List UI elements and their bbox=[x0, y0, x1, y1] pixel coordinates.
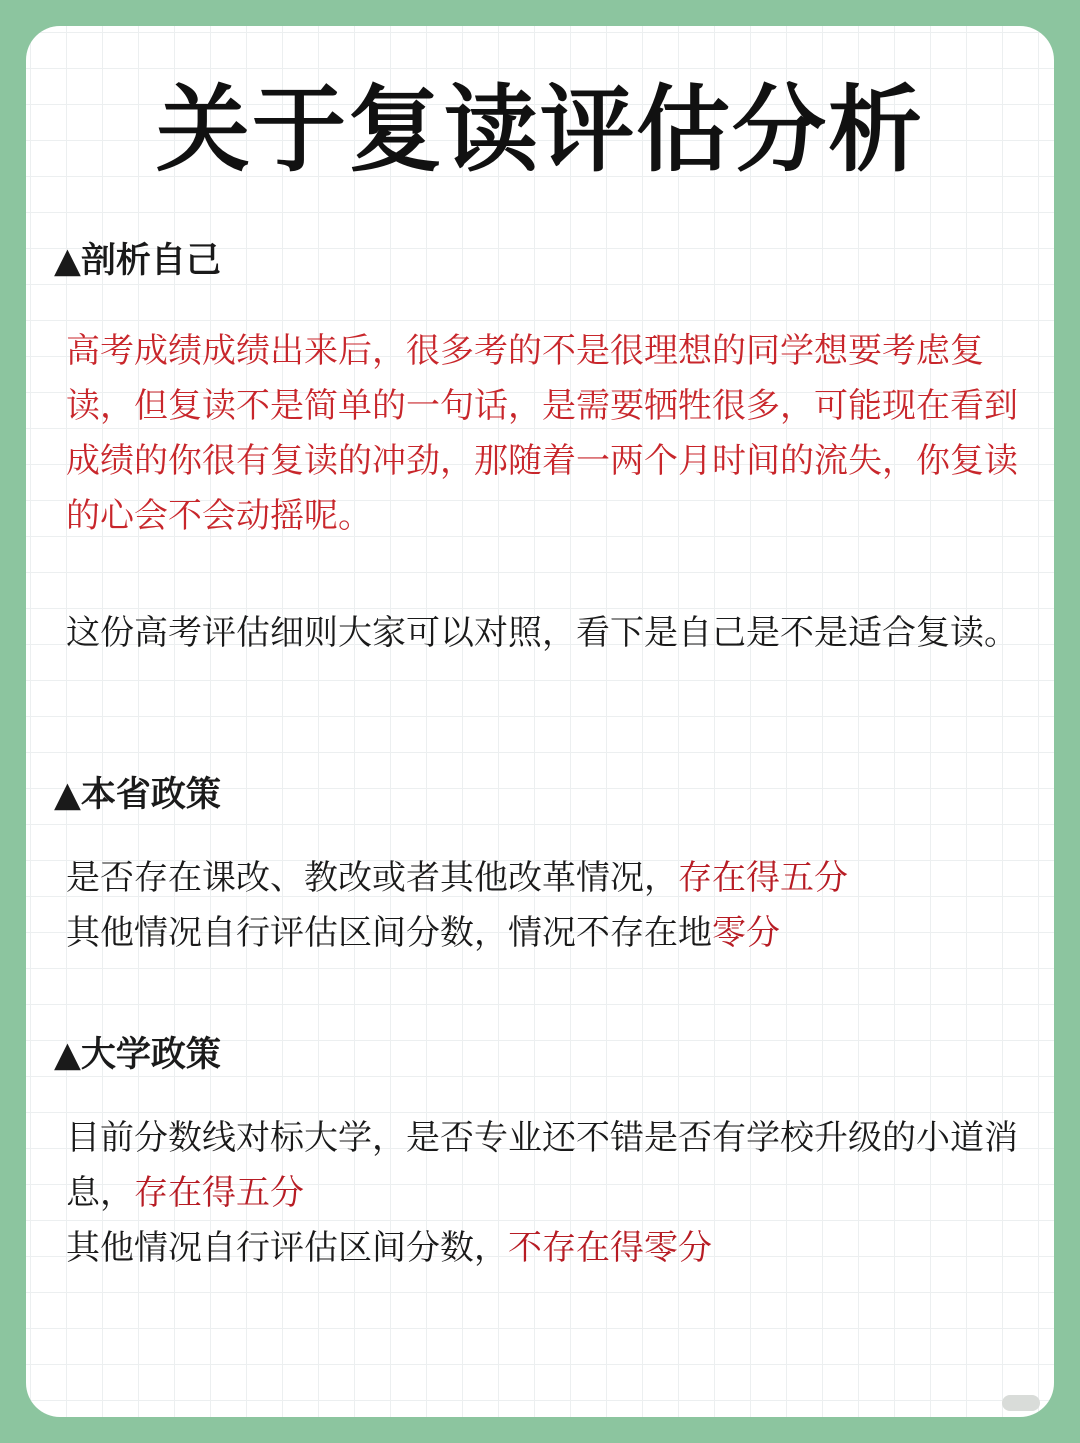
self-analysis-paragraph: 高考成绩成绩出来后，很多考的不是很理想的同学想要考虑复读，但复读不是简单的一句话，是需要牺牲很多，可能现在看到成绩的你很有复读的冲劲，那随着一两个月时间的流失，你复读的心会不会动摇呢。 bbox=[66, 331, 1018, 536]
score-highlight: 存在得五分 bbox=[678, 858, 848, 898]
score-highlight: 存在得五分 bbox=[134, 1173, 304, 1213]
province-policy-line-2: 其他情况自行评估区间分数，情况不存在地零分 bbox=[66, 913, 780, 953]
university-policy-line-1: 目前分数线对标大学，是否专业还不错是否有学校升级的小道消息，存在得五分 bbox=[66, 1118, 1018, 1213]
score-highlight: 不存在得零分 bbox=[508, 1228, 712, 1268]
watermark-badge bbox=[1002, 1395, 1040, 1411]
evaluation-intro-paragraph: 这份高考评估细则大家可以对照，看下是自己是不是适合复读。 bbox=[66, 613, 1018, 653]
score-highlight: 零分 bbox=[712, 913, 780, 953]
section-heading-university-policy: ▲大学政策 bbox=[54, 1035, 221, 1075]
content-card bbox=[26, 26, 1054, 1417]
section-heading-self-analysis: ▲剖析自己 bbox=[54, 241, 221, 281]
province-policy-line-1: 是否存在课改、教改或者其他改革情况，存在得五分 bbox=[66, 858, 848, 898]
university-policy-line-2: 其他情况自行评估区间分数，不存在得零分 bbox=[66, 1228, 712, 1268]
province-policy-text bbox=[66, 851, 1026, 961]
section-heading-province-policy: ▲本省政策 bbox=[54, 775, 221, 815]
university-policy-text bbox=[66, 1111, 1026, 1276]
page-title: 关于复读评估分析 bbox=[155, 76, 924, 185]
